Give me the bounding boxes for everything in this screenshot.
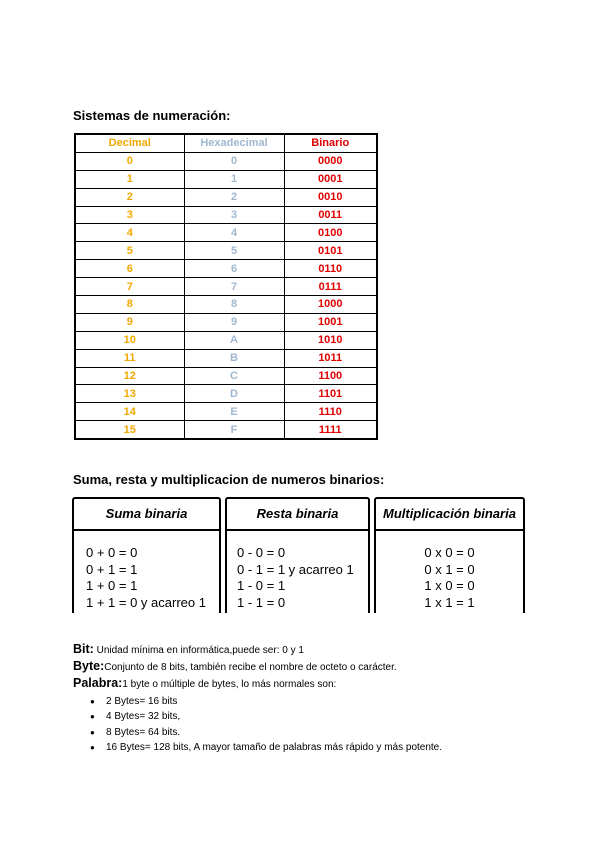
text-palabra: 1 byte o múltiple de bytes, lo más normales son:	[122, 679, 337, 690]
decimal-cell: 0	[75, 152, 184, 170]
binario-cell: 0111	[284, 278, 377, 296]
hexadecimal-cell: 8	[184, 296, 284, 314]
mult-line: 0 x 0 = 0	[424, 545, 475, 560]
term-byte: Byte:	[73, 659, 105, 673]
text-bit: Unidad mínima en informática,puede ser: 0 y 1	[93, 645, 304, 656]
resta-line: 0 - 1 = 1 y acarreo 1	[237, 561, 354, 577]
binario-cell: 0010	[284, 188, 377, 206]
list-item: ● 4 Bytes= 32 bits,	[90, 709, 442, 724]
suma-line: 0 + 0 = 0	[86, 545, 138, 560]
binario-cell: 0011	[284, 206, 377, 224]
table-row	[75, 170, 377, 188]
hexadecimal-cell: 5	[184, 242, 284, 260]
table-row	[75, 224, 377, 242]
hexadecimal-cell: 7	[184, 278, 284, 296]
header-decimal: Decimal	[75, 134, 184, 152]
hexadecimal-cell: A	[184, 331, 284, 349]
decimal-cell: 7	[75, 278, 184, 296]
hexadecimal-cell: 9	[184, 313, 284, 331]
numbering-table	[74, 133, 378, 440]
definition-bit	[73, 642, 304, 656]
table-row	[75, 385, 377, 403]
table-row	[75, 421, 377, 439]
decimal-cell: 4	[75, 224, 184, 242]
decimal-cell: 14	[75, 403, 184, 421]
hexadecimal-cell: 6	[184, 260, 284, 278]
binario-cell: 1000	[284, 296, 377, 314]
section-title-binary-operations: Suma, resta y multiplicacion de numeros binarios:	[73, 472, 385, 487]
table-header-row	[75, 134, 377, 152]
hexadecimal-cell: 1	[184, 170, 284, 188]
table-row	[75, 313, 377, 331]
list-item: ● 8 Bytes= 64 bits.	[90, 725, 442, 740]
hexadecimal-cell: E	[184, 403, 284, 421]
binario-cell: 1101	[284, 385, 377, 403]
mult-line: 1 x 1 = 1	[424, 594, 475, 610]
hexadecimal-cell: 2	[184, 188, 284, 206]
term-palabra: Palabra:	[73, 676, 123, 690]
panel-title-mult: Multiplicación binaria	[376, 499, 523, 531]
panel-resta-binaria	[225, 497, 370, 613]
hexadecimal-cell: F	[184, 421, 284, 439]
word-sizes-list	[90, 694, 442, 755]
resta-line: 1 - 1 = 0	[237, 594, 286, 610]
table-row	[75, 331, 377, 349]
decimal-cell: 9	[75, 313, 184, 331]
section-title-numbering-systems: Sistemas de numeración:	[73, 108, 231, 123]
panel-multiplicacion-binaria	[374, 497, 525, 613]
panel-title-resta: Resta binaria	[227, 499, 368, 531]
definition-byte	[73, 659, 397, 673]
binario-cell: 0000	[284, 152, 377, 170]
table-row	[75, 242, 377, 260]
binario-cell: 1010	[284, 331, 377, 349]
hexadecimal-cell: C	[184, 367, 284, 385]
decimal-cell: 5	[75, 242, 184, 260]
suma-line: 1 + 1 = 0 y acarreo 1	[86, 594, 206, 610]
text-byte: Conjunto de 8 bits, también recibe el nombre de octeto o carácter.	[104, 662, 397, 673]
header-hexadecimal: Hexadecimal	[184, 134, 284, 152]
table-row	[75, 403, 377, 421]
table-row	[75, 152, 377, 170]
list-item: ● 2 Bytes= 16 bits	[90, 694, 442, 709]
table-row	[75, 188, 377, 206]
binario-cell: 1100	[284, 367, 377, 385]
mult-line: 0 x 1 = 0	[424, 561, 475, 577]
decimal-cell: 8	[75, 296, 184, 314]
suma-line: 0 + 1 = 1	[86, 561, 138, 577]
decimal-cell: 1	[75, 170, 184, 188]
table-row	[75, 349, 377, 367]
binario-cell: 1111	[284, 421, 377, 439]
suma-line: 1 + 0 = 1	[86, 578, 138, 593]
table-row	[75, 278, 377, 296]
panel-suma-binaria	[72, 497, 221, 613]
resta-line: 0 - 0 = 0	[237, 545, 286, 560]
decimal-cell: 11	[75, 349, 184, 367]
binario-cell: 1001	[284, 313, 377, 331]
binario-cell: 0110	[284, 260, 377, 278]
definition-palabra	[73, 676, 336, 690]
table-row	[75, 367, 377, 385]
list-item: ● 16 Bytes= 128 bits, A mayor tamaño de palabras más rápido y más potente.	[90, 740, 442, 755]
binario-cell: 0101	[284, 242, 377, 260]
decimal-cell: 6	[75, 260, 184, 278]
resta-line: 1 - 0 = 1	[237, 578, 286, 593]
decimal-cell: 13	[75, 385, 184, 403]
decimal-cell: 15	[75, 421, 184, 439]
hexadecimal-cell: 0	[184, 152, 284, 170]
decimal-cell: 10	[75, 331, 184, 349]
table-row	[75, 260, 377, 278]
table-row	[75, 296, 377, 314]
binario-cell: 0001	[284, 170, 377, 188]
binary-operations-figure	[70, 497, 528, 613]
mult-line: 1 x 0 = 0	[424, 578, 475, 593]
binario-cell: 0100	[284, 224, 377, 242]
binario-cell: 1011	[284, 349, 377, 367]
decimal-cell: 2	[75, 188, 184, 206]
decimal-cell: 12	[75, 367, 184, 385]
hexadecimal-cell: B	[184, 349, 284, 367]
binario-cell: 1110	[284, 403, 377, 421]
decimal-cell: 3	[75, 206, 184, 224]
table-row	[75, 206, 377, 224]
term-bit: Bit:	[73, 642, 94, 656]
hexadecimal-cell: 4	[184, 224, 284, 242]
header-binario: Binario	[284, 134, 377, 152]
hexadecimal-cell: 3	[184, 206, 284, 224]
hexadecimal-cell: D	[184, 385, 284, 403]
panel-title-suma: Suma binaria	[74, 499, 219, 531]
